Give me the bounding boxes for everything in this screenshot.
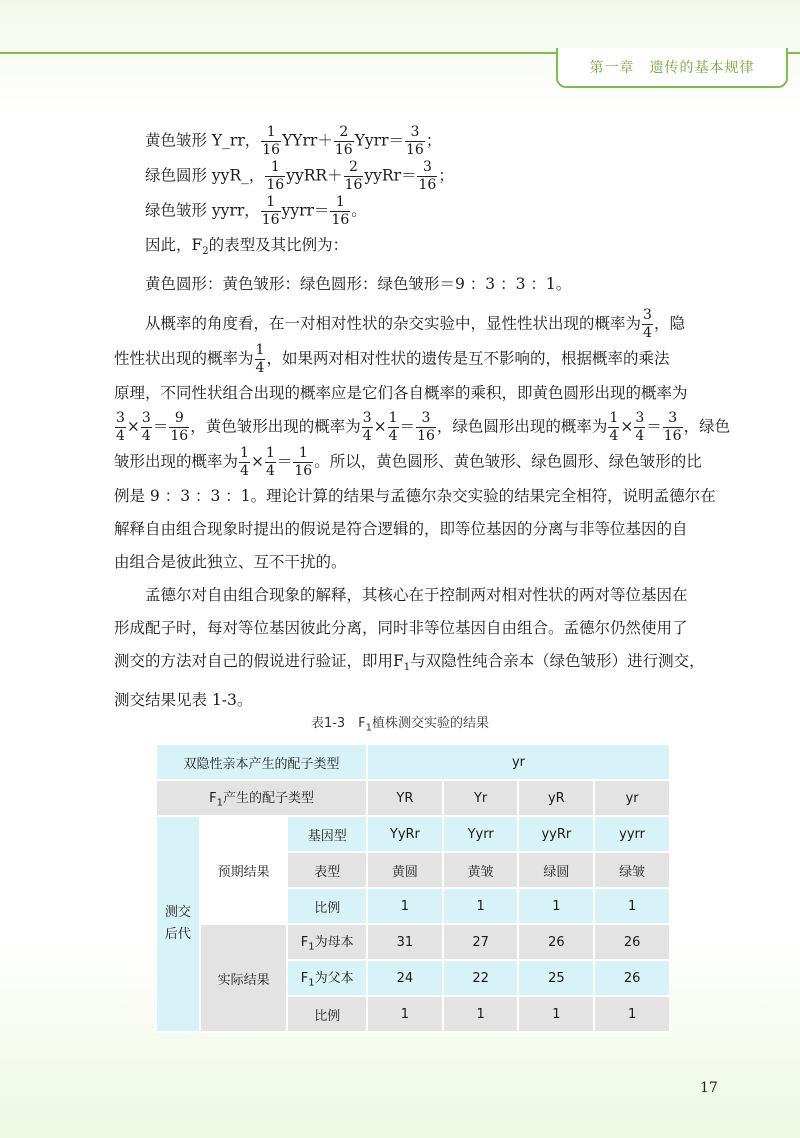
- paragraph-probability: 从概率的角度看，在一对相对性状的杂交实验中，显性性状出现的概率为 $\frac{3}{4}$ ，隐: [145, 307, 685, 342]
- fraction: $\frac{3}{16}$: [663, 410, 682, 445]
- fraction: $\frac{3}{4}$: [141, 410, 151, 445]
- fraction: $\frac{1}{16}$: [294, 445, 313, 480]
- page-number: 17: [700, 1080, 718, 1096]
- fraction: $\frac{3}{4}$: [116, 410, 125, 445]
- table-row: $F_1$为父本 24 22 25 26: [156, 960, 670, 996]
- fraction: $\frac{3}{16}$: [417, 410, 435, 445]
- table-caption: 表1-3 $F_1$植株测交实验的结果: [310, 716, 490, 734]
- table-row: 双隐性亲本产生的配子类型 yr: [156, 744, 670, 780]
- fraction: $\frac{1}{4}$: [240, 445, 249, 480]
- table-row: 比例 1 1 1 1: [156, 888, 670, 924]
- fraction: $\frac{1}{4}$: [265, 445, 275, 480]
- fraction: $\frac{3}{4}$: [362, 410, 372, 445]
- line-therefore: 因此，$F_2$的表型及其比例为：: [145, 236, 349, 258]
- fraction: $\frac{1}{16}$: [262, 124, 281, 158]
- table-row: $F_1$产生的配子类型 YR Yr yR yr: [156, 780, 670, 816]
- table-row: 测交 后代 预期结果 基因型 YyRr Yyrr yyRr yyrr: [156, 816, 670, 852]
- fraction: $\frac{1}{16}$: [266, 159, 285, 193]
- table-row: 表型 黄圆 黄皱 绿圆 绿皱: [156, 852, 670, 888]
- fraction: $\frac{2}{16}$: [334, 124, 353, 158]
- fraction: $\frac{3}{4}$: [643, 307, 652, 342]
- body-text: 黄色皱形 Y_rr， $\frac{1}{16}$ YYrr＋ $\frac{2}{16}$ Yyrr＝ $\frac{3}{16}$ ； 绿色圆形 yyR_， $\frac{1}{16}$ yyRR＋ $\frac{2}{16}$ yyRr＝ $\frac{3}{16}$ ； 绿色皱形 yyrr， $\frac{1}{16}$ yyrr＝ $\frac{1}{16}$ 。 因此，$F_2$的表型及其比例为： 黄色圆形：黄色皱形：绿色圆形：绿色皱形＝9 ：3 ：3 ：1。 从概率的角度看，在一对相对性状的杂交实验中，显性性状出现的概率为 $\frac{3}{4}$ ，隐 性性状出现的概率为 $\frac{1}{4}$ ，如果两对相对性状的遗传是互不影响的，根据概率的乘法 原理，不同性状组合出现的概率应是它们各自概率的乘积，即黄色圆形出现的概率为 $\frac{3}{4}$ × $\frac{3}{4}$ ＝ $\frac{9}{16}$ ，黄色皱形出现的概率为 $\frac{3}{4}$ × $\frac{1}{4}$ ＝ $\frac{3}{16}$ ，绿色圆形出现的概率为 $\frac{1}{4}$ × $\frac{3}{4}$ ＝ $\frac{3}{16}$ ，绿色 皱形出现的概率为 $\frac{1}{4}$ × $\frac{1}{4}$ ＝ $\frac{1}{16}$ 。所以，黄色圆形、黄色皱形、绿色圆形、绿色皱形的比 例是 9 ：3 ：3 ：1。理论计算的结果与孟德尔杂交实验的结果完全相符，说明孟德尔在 解释自由组合现象时提出的假说是符合逻辑的，即等位基因的分离与非等位基因的自 由组合是彼此独立、互不干扰的。 孟德尔对自由组合现象的解释，其核心在于控制两对相对性状的两对等位基因在 形成配子时，每对等位基因彼此分离，同时非等位基因自由组合。孟德尔仍然使用了 测交的方法对自己的假说进行验证，即用$F_1$与双隐性纯合亲本（绿色皱形）进行测交， 测交结果见表 1-3。: [114, 124, 731, 710]
- chapter-title: 第一章 遗传的基本规律: [556, 48, 788, 88]
- fraction: $\frac{1}{4}$: [388, 410, 398, 445]
- offspring-label: 测交 后代: [156, 816, 200, 1032]
- line-ratio: 黄色圆形：黄色皱形：绿色圆形：绿色皱形＝9 ：3 ：3 ：1。: [145, 275, 572, 294]
- line-yellow-wrinkled: 黄色皱形 Y_rr， $\frac{1}{16}$ YYrr＋ $\frac{2}{16}$ Yyrr＝ $\frac{3}{16}$ ；: [145, 124, 442, 158]
- fraction: $\frac{3}{16}$: [406, 124, 424, 158]
- fraction: $\frac{1}{16}$: [261, 194, 280, 228]
- paragraph-mendel: 孟德尔对自由组合现象的解释，其核心在于控制两对相对性状的两对等位基因在: [145, 586, 688, 605]
- fraction: $\frac{3}{16}$: [418, 159, 437, 193]
- fraction: $\frac{2}{16}$: [344, 159, 363, 193]
- fraction: $\frac{3}{4}$: [635, 410, 645, 445]
- fraction: $\frac{9}{16}$: [170, 410, 189, 445]
- fraction: $\frac{1}{4}$: [609, 410, 619, 445]
- table-row: 实际结果 $F_1$为母本 31 27 26 26: [156, 924, 670, 960]
- fraction: $\frac{1}{4}$: [255, 342, 265, 377]
- line-green-wrinkled: 绿色皱形 yyrr， $\frac{1}{16}$ yyrr＝ $\frac{1}{16}$ 。: [145, 194, 367, 228]
- line-green-round: 绿色圆形 yyR_， $\frac{1}{16}$ yyRR＋ $\frac{2}{16}$ yyRr＝ $\frac{3}{16}$ ；: [145, 159, 454, 193]
- table-row: 比例 1 1 1 1: [156, 996, 670, 1032]
- page-header: [0, 0, 800, 96]
- testcross-results-table: [155, 743, 671, 1033]
- fraction: $\frac{1}{16}$: [331, 194, 350, 228]
